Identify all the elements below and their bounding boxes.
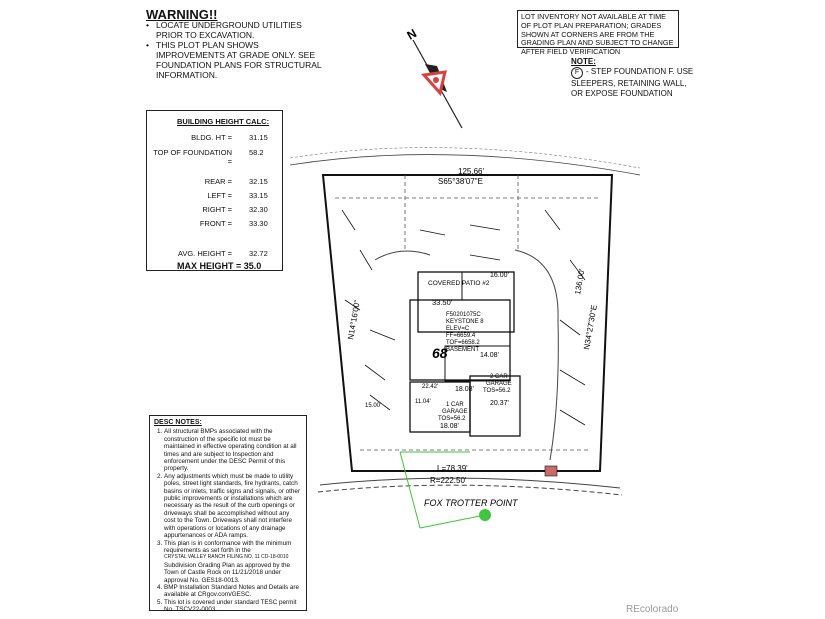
left-side-bearing: N14°16'00" (346, 299, 362, 341)
max-height: MAX HEIGHT = 35.0 (177, 261, 262, 271)
dim-1808b: 18.08' (440, 423, 459, 430)
calc-title: BUILDING HEIGHT CALC: (177, 117, 270, 126)
desc-notes (149, 415, 307, 614)
desc-note-item: 5. This lot is covered under standard TESC permit No. TSCV22-0003. (164, 599, 302, 614)
desc-note-item: 4. BMP Installation Standard Notes and Details are available at CRgov.com/GESC. (164, 584, 302, 599)
calc-label: TOP OF FOUNDATION = (153, 148, 232, 166)
calc-value: 32.15 (249, 177, 268, 186)
calc-value: 58.2 (249, 148, 264, 157)
calc-value: 33.30 (249, 219, 268, 228)
calc-label: LEFT = (207, 191, 232, 200)
calc-label: RIGHT = (202, 205, 232, 214)
step-foundation-icon: F (571, 67, 583, 79)
street-name: FOX TROTTER POINT (424, 498, 518, 508)
dim-16: 16.00' (490, 272, 509, 279)
desc-note-item: 1. All structural BMPs associated with the construction of the specific lot must be maintained in effective operating condition at all times and are subject to Inspection and enforcement under the DESC Permit of this property. (164, 428, 302, 472)
desc-note-item (164, 540, 302, 584)
callout-marker-icon (479, 509, 491, 521)
note-text: - STEP FOUNDATION F. USE SLEEPERS, RETAINING WALL, OR EXPOSE FOUNDATION (571, 67, 694, 98)
lot-inventory-note: LOT INVENTORY NOT AVAILABLE AT TIME OF PLOT PLAN PREPARATION; GRADES SHOWN AT CORNERS ARE FROM THE GRADING PLAN AND SUBJECT TO CHANGE AFTER FIELD VERIFICATION (517, 10, 679, 48)
calc-value: 32.72 (249, 249, 268, 258)
radius: R=222.50' (430, 476, 467, 485)
house-info-line: TOF=6658.2 (446, 340, 480, 346)
arc-length: L=78.39' (437, 464, 468, 473)
calc-label: FRONT = (199, 219, 232, 228)
north-label: N (404, 26, 420, 43)
house-info-line: FF=6659.4 (446, 333, 476, 339)
watermark: REcolorado (626, 604, 679, 615)
dim-2242: 22.42' (422, 384, 439, 390)
garage-label-line: TOS=56.2 (438, 416, 466, 422)
dim-1500: 15.00' (365, 403, 382, 409)
right-side-bearing: N34°27'30"E (582, 304, 599, 351)
rear-length: 125.66' (458, 167, 484, 176)
dim-1808: 18.08' (455, 386, 474, 393)
house-info-line: ELEV=C (446, 326, 470, 332)
calc-label: BLDG. HT = (191, 133, 232, 142)
calc-label: REAR = (204, 177, 232, 186)
calc-value: 32.30 (249, 205, 268, 214)
rear-bearing: S65°38'07"E (438, 177, 483, 186)
lot-number: 68 (432, 345, 448, 361)
dim-1104: 11.04' (415, 399, 431, 405)
warning-title: WARNING!! (146, 7, 218, 22)
patio-label: COVERED PATIO #2 (428, 280, 490, 287)
garage-label-line: TOS=56.2 (483, 388, 511, 394)
dim-2037: 20.37' (490, 400, 509, 407)
house-info-line: F50201075C (446, 312, 481, 318)
note-heading: NOTE: (571, 57, 596, 66)
desc-note-text: This plan is in conformance with the minimum requirements as set forth in the (164, 539, 292, 554)
crystal-valley-ref: CRYSTAL VALLEY RANCH FILING NO. 11 CD-18-0010 (164, 554, 289, 561)
calc-label: AVG. HEIGHT = (177, 249, 232, 258)
garage-label-line: GARAGE (442, 409, 468, 415)
house-info-line: KEYSTONE 8 (446, 319, 484, 325)
calc-value: 31.15 (249, 133, 268, 142)
desc-notes-heading: DESC NOTES: (154, 419, 202, 426)
house-info-line: BASEMENT (446, 347, 480, 353)
garage-label-line: 2 CAR (490, 374, 508, 380)
utility-box (545, 466, 557, 476)
north-arrow-icon (405, 26, 463, 128)
garage-two-label (483, 374, 512, 394)
warning-item: • THIS PLOT PLAN SHOWS IMPROVEMENTS AT GRADE ONLY. SEE FOUNDATION PLANS FOR STRUCTURAL INFORMATION. (146, 40, 326, 80)
warning-item: • LOCATE UNDERGROUND UTILITIES PRIOR TO EXCAVATION. (146, 20, 326, 40)
calc-value: 33.15 (249, 191, 268, 200)
garage-one-label (438, 402, 468, 422)
desc-note-text: Subdivision Grading Plan as approved by the Town of Castle Rock on 11/21/2018 under approval No. GES18-0013. (164, 561, 291, 584)
house-width: 33.50' (432, 298, 453, 307)
desc-note-item: 2. Any adjustments which must be made to utility poles, street light standards, fire hydrants, catch basins or inlets, traffic signs and signals, or other public improvements or installations which are necessary as the result of the curb openings or driveways shall be accomplished without any cost to the Town. Driveways shall not interfere with operations or locations of any drainage appurtenances or ADA ramps. (164, 473, 302, 540)
dim-1408: 14.08' (480, 352, 499, 359)
garage-label-line: 1 CAR (446, 402, 464, 408)
right-side-length: 136.00' (573, 268, 587, 296)
garage-label-line: GARAGE (486, 381, 512, 387)
desc-notes-list (154, 428, 302, 613)
